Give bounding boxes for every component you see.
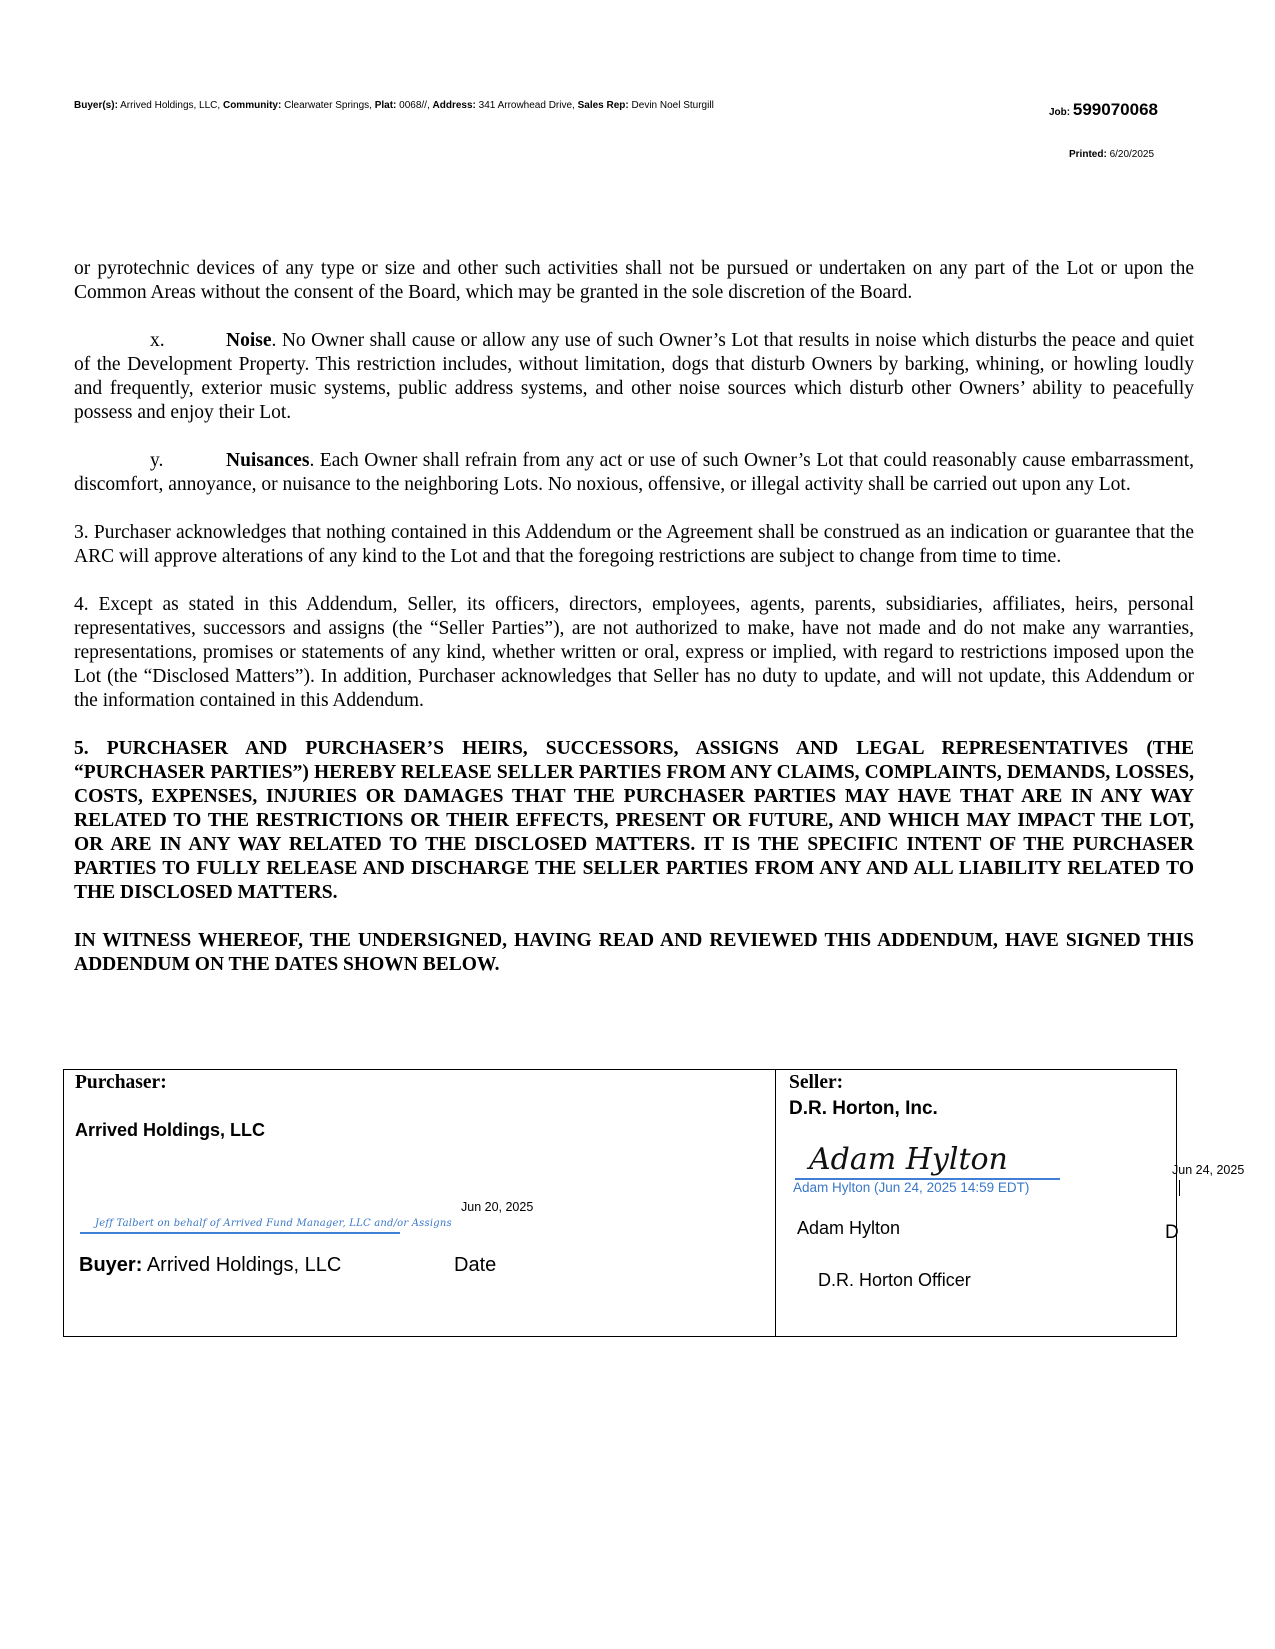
seller-title: D.R. Horton Officer <box>818 1270 971 1290</box>
purchaser-signature: Jeff Talbert on behalf of Arrived Fund Manager, LLC and/or Assigns <box>95 1218 452 1229</box>
job-number <box>1049 100 1158 120</box>
item-marker-y: y. <box>150 450 164 471</box>
printed-value: 6/20/2025 <box>1109 149 1155 160</box>
plat-label: Plat: <box>374 100 397 111</box>
noise-title: Noise <box>226 330 272 351</box>
purchaser-signature-line <box>80 1232 400 1234</box>
purchaser-label: Purchaser: <box>75 1072 167 1093</box>
seller-company: D.R. Horton, Inc. <box>789 1098 938 1119</box>
buyer-value: Arrived Holdings, LLC <box>146 1254 342 1276</box>
printed-date <box>1069 149 1154 160</box>
paragraph-4: 4. Except as stated in this Addendum, Seller, its officers, directors, employees, agents, parents, subsidiaries, affiliates, heirs, personal representatives, successors and assigns (the “Seller Parties”), are not authorized to make, have not made and do not make any warranties, representations, promises or statements of any kind, whether written or oral, express or implied, with regard to restrictions imposed upon the Lot (the “Disclosed Matters”). In addition, Purchaser acknowledges that Seller has no duty to update, and will not update, this Addendum or the information contained in this Addendum. <box>74 594 1194 711</box>
paragraph-nuisances <box>74 449 1194 497</box>
seller-date-tick <box>1179 1180 1180 1196</box>
buyers-label: Buyer(s): <box>74 100 118 111</box>
document-body <box>74 257 1194 1001</box>
nuisances-title: Nuisances <box>226 450 310 471</box>
sales-rep-label: Sales Rep: <box>577 100 629 111</box>
paragraph-noise <box>74 329 1194 425</box>
seller-date: Jun 24, 2025 <box>1172 1163 1245 1177</box>
printed-label: Printed: <box>1069 149 1107 160</box>
purchaser-name: Arrived Holdings, LLC <box>75 1120 266 1140</box>
job-value: 599070068 <box>1072 100 1158 119</box>
signature-box <box>63 1069 1177 1337</box>
paragraph-5-release: 5. PURCHASER AND PURCHASER’S HEIRS, SUCCESSORS, ASSIGNS AND LEGAL REPRESENTATIVES (THE “PURCHASER PARTIES”) HEREBY RELEASE SELLER PARTIES FROM ANY CLAIMS, COMPLAINTS, DEMANDS, LOSSES, COSTS, EXPENSES, INJURIES OR DAMAGES THAT THE PURCHASER PARTIES MAY HAVE THAT ARE IN ANY WAY RELATED TO THE RESTRICTIONS OR THEIR EFFECTS, PRESENT OR FUTURE, AND WHICH MAY IMPACT THE LOT, OR ARE IN ANY WAY RELATED TO THE DISCLOSED MATTERS. IT IS THE SPECIFIC INTENT OF THE PURCHASER PARTIES TO FULLY RELEASE AND DISCHARGE THE SELLER PARTIES FROM ANY AND ALL LIABILITY RELATED TO THE DISCLOSED MATTERS. <box>74 738 1194 903</box>
date-label: Date <box>454 1254 497 1276</box>
signature-box-divider <box>775 1069 776 1337</box>
witness-clause: IN WITNESS WHEREOF, THE UNDERSIGNED, HAVING READ AND REVIEWED THIS ADDENDUM, HAVE SIGNED THIS ADDENDUM ON THE DATES SHOWN BELOW. <box>74 930 1194 975</box>
address-value: 341 Arrowhead Drive, <box>478 100 575 111</box>
community-label: Community: <box>222 100 282 111</box>
purchaser-date: Jun 20, 2025 <box>461 1200 534 1214</box>
seller-date-label-cut: D <box>1165 1222 1179 1243</box>
job-label: Job: <box>1049 107 1071 118</box>
community-value: Clearwater Springs, <box>284 100 372 111</box>
sales-rep-value: Devin Noel Sturgill <box>631 100 714 111</box>
buyers-value: Arrived Holdings, LLC, <box>120 100 221 111</box>
buyer-line <box>79 1254 341 1277</box>
seller-label: Seller: <box>789 1072 844 1093</box>
item-marker-x: x. <box>150 330 165 351</box>
nuisances-text: . Each Owner shall refrain from any act or use of such Owner’s Lot that could reasonably cause embarrassment, discomfort, annoyance, or nuisance to the neighboring Lots. No noxious, offensive, or illegal activity shall be carried out upon any Lot. <box>74 450 1194 495</box>
seller-signature: Adam Hylton <box>809 1142 1008 1177</box>
paragraph-3: 3. Purchaser acknowledges that nothing contained in this Addendum or the Agreement shall be construed as an indication or guarantee that the ARC will approve alterations of any kind to the Lot and that the foregoing restrictions are subject to change from time to time. <box>74 522 1194 567</box>
noise-text: . No Owner shall cause or allow any use of such Owner’s Lot that results in noise which disturbs the peace and quiet of the Development Property. This restriction includes, without limitation, dogs that disturb Owners by barking, whining, or howling loudly and frequently, exterior music systems, public address systems, and other noise sources which disturb other Owners’ ability to peacefully possess and enjoy their Lot. <box>74 330 1194 423</box>
seller-signature-caption: Adam Hylton (Jun 24, 2025 14:59 EDT) <box>793 1180 1030 1195</box>
seller-name: Adam Hylton <box>797 1218 901 1238</box>
address-label: Address: <box>432 100 476 111</box>
plat-value: 0068//, <box>399 100 430 111</box>
paragraph-continuation: or pyrotechnic devices of any type or size and other such activities shall not be pursued or undertaken on any part of the Lot or upon the Common Areas without the consent of the Board, which may be granted in the sole discretion of the Board. <box>74 258 1194 303</box>
header-info <box>74 100 714 111</box>
buyer-label: Buyer: <box>79 1254 143 1276</box>
